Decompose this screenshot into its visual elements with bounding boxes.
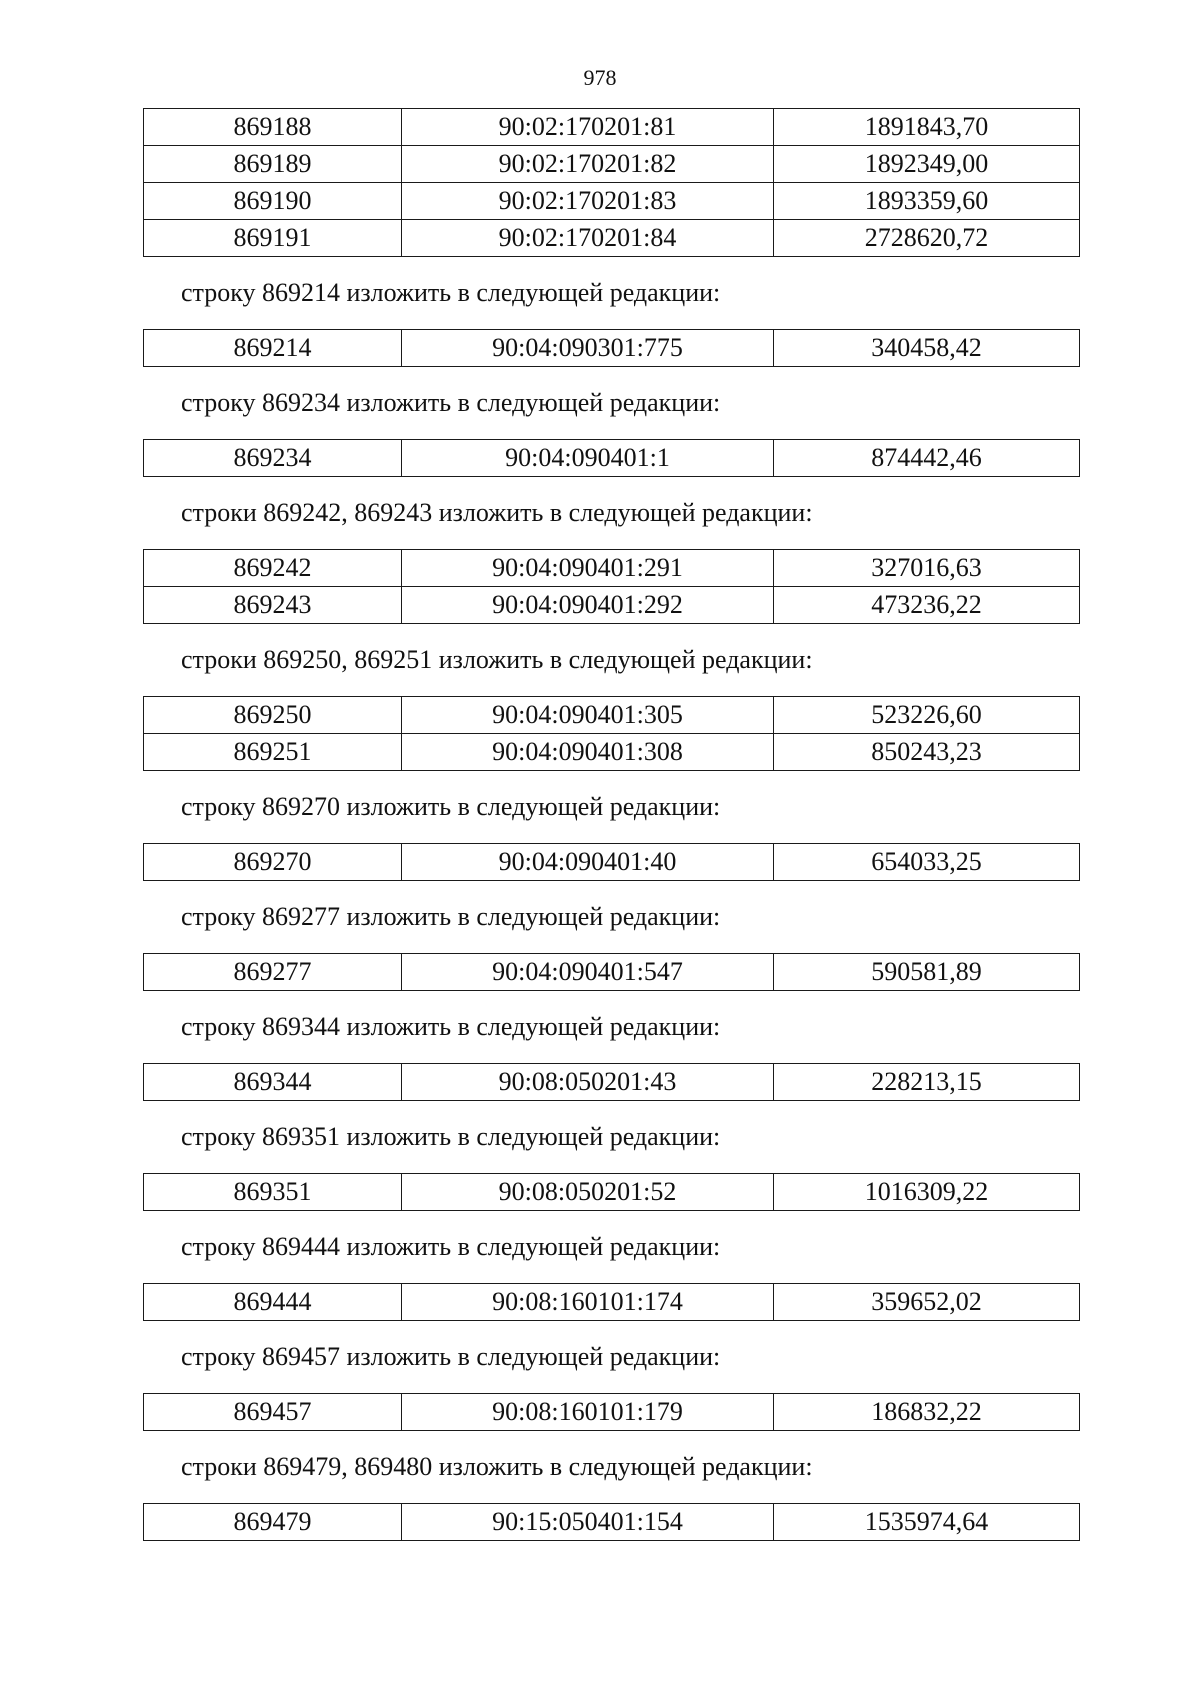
row-number-cell: 869351 [144,1174,402,1211]
amendment-instruction: строку 869234 изложить в следующей редакции: [181,388,721,417]
table-row [144,220,1080,257]
row-number-cell: 869189 [144,146,402,183]
table-row [144,1284,1080,1321]
cadastral-number-cell: 90:08:160101:174 [402,1284,774,1321]
amendment-instruction: строки 869242, 869243 изложить в следующей редакции: [181,498,813,527]
document-body [143,108,1079,1541]
row-number-cell: 869457 [144,1394,402,1431]
amendment-instruction: строки 869479, 869480 изложить в следующей редакции: [181,1452,813,1481]
data-table [143,1063,1080,1101]
data-table [143,329,1080,367]
cadastral-number-cell: 90:04:090401:40 [402,844,774,881]
cadastral-number-cell: 90:04:090401:1 [402,440,774,477]
row-number-cell: 869344 [144,1064,402,1101]
amendment-block [143,477,1079,624]
value-cell: 1016309,22 [774,1174,1080,1211]
amendment-block [143,1101,1079,1211]
table-row [144,954,1080,991]
amendment-instruction: строку 869277 изложить в следующей редакции: [181,902,721,931]
table-row [144,109,1080,146]
data-table [143,696,1080,771]
table-row [144,734,1080,771]
row-number-cell: 869479 [144,1504,402,1541]
data-table [143,1393,1080,1431]
cadastral-number-cell: 90:15:050401:154 [402,1504,774,1541]
table-row [144,1394,1080,1431]
row-number-cell: 869251 [144,734,402,771]
table-row [144,550,1080,587]
amendment-instruction: строку 869351 изложить в следующей редакции: [181,1122,721,1151]
cadastral-number-cell: 90:04:090401:547 [402,954,774,991]
cadastral-number-cell: 90:02:170201:83 [402,183,774,220]
amendment-block [143,108,1079,257]
row-number-cell: 869270 [144,844,402,881]
value-cell: 359652,02 [774,1284,1080,1321]
cadastral-number-cell: 90:08:050201:43 [402,1064,774,1101]
value-cell: 1893359,60 [774,183,1080,220]
table-row [144,440,1080,477]
amendment-instruction: строку 869214 изложить в следующей редакции: [181,278,721,307]
cadastral-number-cell: 90:04:090401:305 [402,697,774,734]
value-cell: 654033,25 [774,844,1080,881]
row-number-cell: 869444 [144,1284,402,1321]
row-number-cell: 869250 [144,697,402,734]
cadastral-number-cell: 90:02:170201:82 [402,146,774,183]
amendment-block [143,367,1079,477]
table-row [144,146,1080,183]
amendment-block [143,1211,1079,1321]
row-number-cell: 869234 [144,440,402,477]
data-table [143,1173,1080,1211]
page-number: 978 [583,65,617,90]
cadastral-number-cell: 90:02:170201:84 [402,220,774,257]
amendment-block [143,881,1079,991]
row-number-cell: 869277 [144,954,402,991]
row-number-cell: 869191 [144,220,402,257]
cadastral-number-cell: 90:04:090401:308 [402,734,774,771]
table-row [144,844,1080,881]
table-row [144,330,1080,367]
value-cell: 1535974,64 [774,1504,1080,1541]
table-row [144,1064,1080,1101]
data-table [143,549,1080,624]
value-cell: 473236,22 [774,587,1080,624]
value-cell: 874442,46 [774,440,1080,477]
amendment-block [143,257,1079,367]
row-number-cell: 869190 [144,183,402,220]
value-cell: 186832,22 [774,1394,1080,1431]
row-number-cell: 869243 [144,587,402,624]
amendment-block [143,771,1079,881]
data-table [143,843,1080,881]
value-cell: 327016,63 [774,550,1080,587]
value-cell: 850243,23 [774,734,1080,771]
table-row [144,1504,1080,1541]
cadastral-number-cell: 90:08:160101:179 [402,1394,774,1431]
amendment-block [143,624,1079,771]
value-cell: 590581,89 [774,954,1080,991]
data-table [143,108,1080,257]
amendment-instruction: строку 869444 изложить в следующей редакции: [181,1232,721,1261]
cadastral-number-cell: 90:02:170201:81 [402,109,774,146]
table-row [144,1174,1080,1211]
amendment-instruction: строки 869250, 869251 изложить в следующей редакции: [181,645,813,674]
row-number-cell: 869188 [144,109,402,146]
data-table [143,1283,1080,1321]
data-table [143,953,1080,991]
table-row [144,587,1080,624]
value-cell: 2728620,72 [774,220,1080,257]
cadastral-number-cell: 90:04:090301:775 [402,330,774,367]
data-table [143,1503,1080,1541]
amendment-block [143,1431,1079,1541]
cadastral-number-cell: 90:08:050201:52 [402,1174,774,1211]
row-number-cell: 869214 [144,330,402,367]
value-cell: 1891843,70 [774,109,1080,146]
amendment-instruction: строку 869270 изложить в следующей редакции: [181,792,721,821]
data-table [143,439,1080,477]
amendment-block [143,1321,1079,1431]
value-cell: 1892349,00 [774,146,1080,183]
value-cell: 228213,15 [774,1064,1080,1101]
row-number-cell: 869242 [144,550,402,587]
table-row [144,183,1080,220]
table-row [144,697,1080,734]
value-cell: 523226,60 [774,697,1080,734]
cadastral-number-cell: 90:04:090401:292 [402,587,774,624]
amendment-instruction: строку 869457 изложить в следующей редакции: [181,1342,721,1371]
amendment-instruction: строку 869344 изложить в следующей редакции: [181,1012,721,1041]
cadastral-number-cell: 90:04:090401:291 [402,550,774,587]
value-cell: 340458,42 [774,330,1080,367]
amendment-block [143,991,1079,1101]
